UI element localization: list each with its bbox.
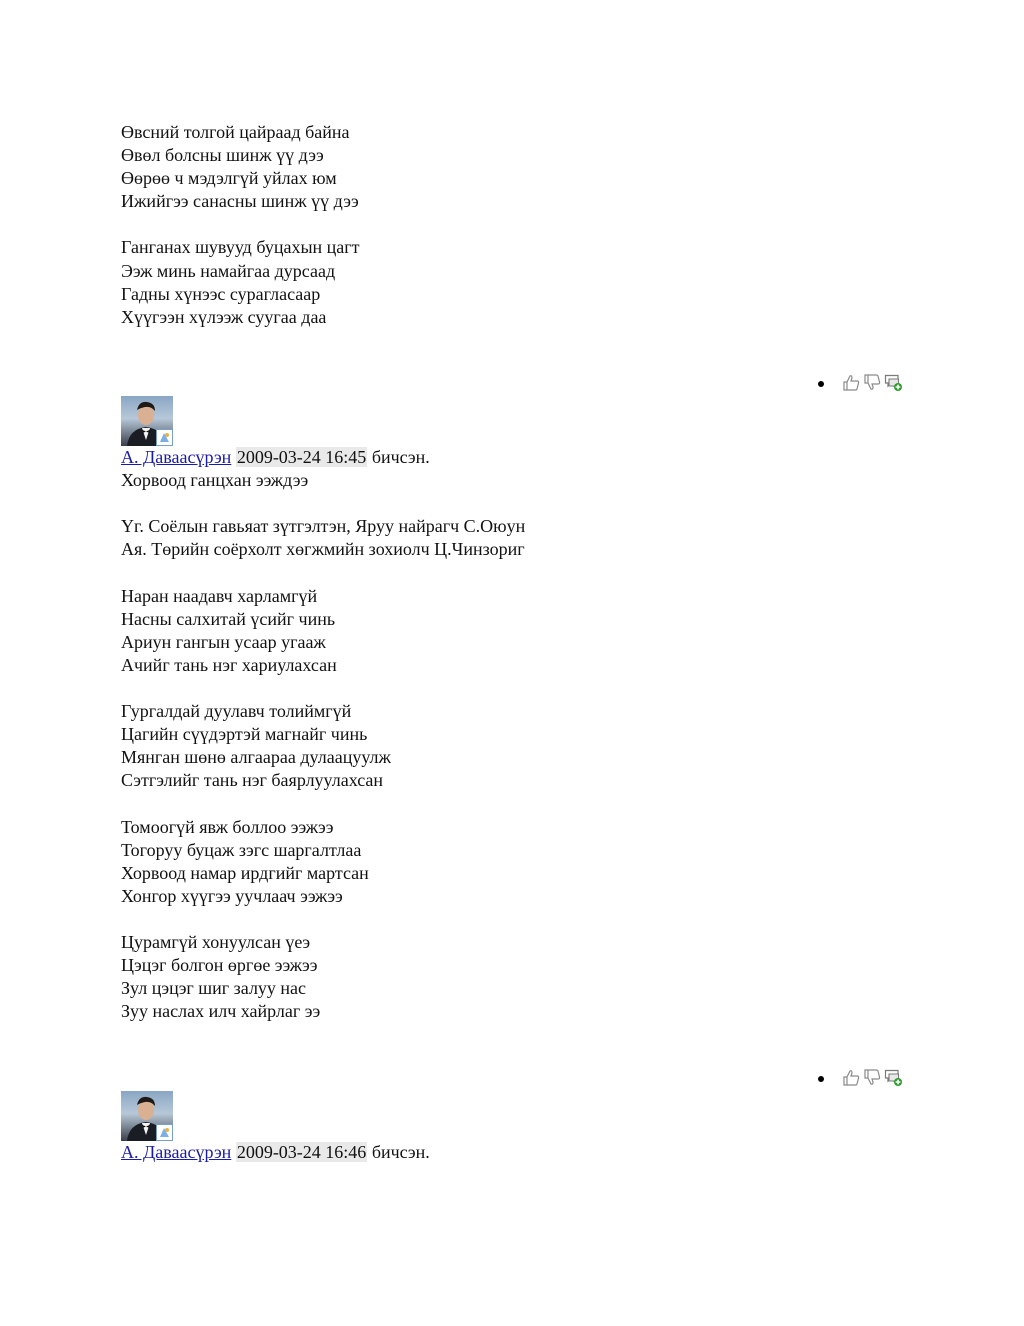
post-credit: Үг. Соёлын гавьяат зүтгэлтэн, Яруу найрагч С.Оюун [121, 516, 526, 537]
post-byline-suffix: бичсэн. [367, 447, 430, 467]
poem-line: Мянган шөнө алгаараа дулаацуулж [121, 747, 391, 768]
post [121, 1091, 430, 1164]
thumbs-up-icon[interactable] [842, 1068, 861, 1087]
poem-line: Насны салхитай үсийг чинь [121, 608, 336, 629]
post-timestamp: 2009-03-24 16:46 [236, 1142, 367, 1162]
poem-line: Тогоруу буцаж зэгс шаргалтлаа [121, 839, 362, 860]
post-actions [818, 1067, 908, 1091]
poem-line: Өвөл болсны шинж үү дээ [121, 145, 324, 166]
post-credit: Ая. Төрийн соёрхолт хөгжмийн зохиолч Ц.Чинзориг [121, 539, 525, 560]
author-link[interactable]: А. Даваасүрэн [121, 1142, 232, 1162]
post-title: Хорвоод ганцхан ээждээ [121, 470, 309, 491]
top-poem [121, 121, 360, 329]
poem-line: Ээж минь намайгаа дурсаад [121, 260, 336, 281]
poem-line: Гургалдай дуулавч толиймгүй [121, 701, 352, 722]
poem-line: Томоогүй явж боллоо ээжээ [121, 816, 334, 837]
poem-line: Цагийн сүүдэртэй магнайг чинь [121, 724, 368, 745]
poem-line: Цурамгүй хонуулсан үеэ [121, 931, 311, 952]
avatar-badge-icon [156, 1124, 173, 1141]
post-byline [121, 446, 525, 469]
poem-line: Сэтгэлийг тань нэг баярлуулахсан [121, 770, 384, 791]
poem-line: Зул цэцэг шиг залуу нас [121, 978, 307, 999]
add-comment-icon[interactable] [884, 373, 903, 392]
author-link[interactable]: А. Даваасүрэн [121, 447, 232, 467]
post-timestamp: 2009-03-24 16:45 [236, 447, 367, 467]
stanza-gap [121, 677, 525, 700]
stanza-gap [121, 561, 525, 584]
poem-line: Хонгор хүүгээ уучлаач ээжээ [121, 885, 343, 906]
post-byline-suffix: бичсэн. [367, 1142, 430, 1162]
list-bullet [818, 381, 824, 387]
stanza-gap [121, 792, 525, 815]
stanza-gap [121, 908, 525, 931]
poem-line: Зуу наслах илч хайрлаг ээ [121, 1001, 321, 1022]
poem-line: Өөрөө ч мэдэлгүй уйлах юм [121, 168, 337, 189]
thumbs-up-icon[interactable] [842, 373, 861, 392]
post [121, 396, 525, 1023]
poem-line: Гадны хүнээс сурагласаар [121, 283, 321, 304]
poem-line: Өвсний толгой цайраад байна [121, 122, 350, 142]
stanza-gap [121, 492, 525, 515]
add-comment-icon[interactable] [884, 1068, 903, 1087]
avatar[interactable] [121, 396, 173, 446]
thumbs-down-icon[interactable] [863, 373, 882, 392]
poem-line: Наран наадавч харламгүй [121, 585, 318, 606]
avatar[interactable] [121, 1091, 173, 1141]
post-actions [818, 372, 908, 396]
post-byline [121, 1141, 430, 1164]
poem-line: Цэцэг болгон өргөе ээжээ [121, 955, 318, 976]
poem-line: Ариун гангын усаар угааж [121, 631, 326, 652]
list-bullet [818, 1076, 824, 1082]
poem-line: Хорвоод намар ирдгийг мартсан [121, 862, 369, 883]
poem-line: Ганганах шувууд буцахын цагт [121, 237, 360, 258]
poem-line: Хүүгээн хүлээж суугаа даа [121, 306, 327, 327]
thumbs-down-icon[interactable] [863, 1068, 882, 1087]
avatar-badge-icon [156, 429, 173, 446]
poem-line: Ачийг тань нэг хариулахсан [121, 654, 337, 675]
poem-line: Ижийгээ санасны шинж үү дээ [121, 191, 359, 212]
stanza-gap [121, 213, 360, 236]
